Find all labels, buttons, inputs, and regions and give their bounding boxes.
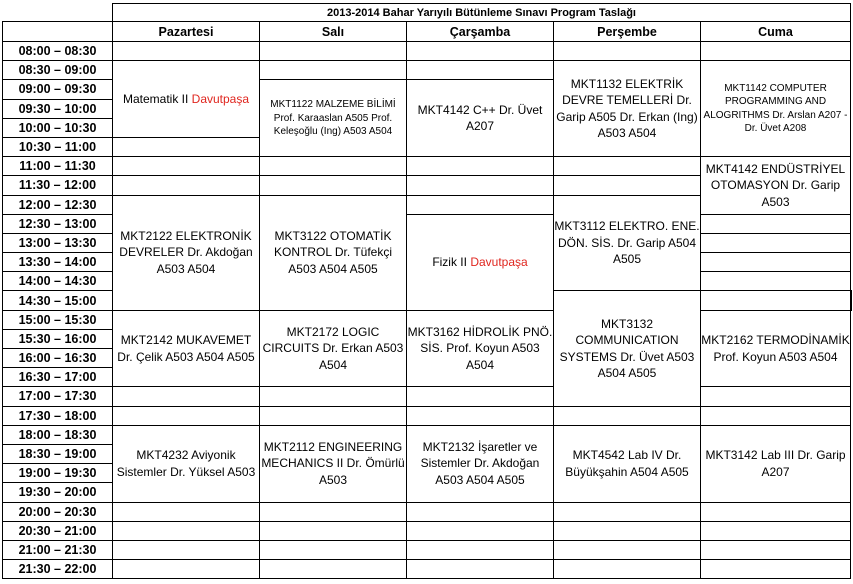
exam-text: MKT3122 OTOMATİK KONTROL Dr. Tüfekçi A503 A504 A505 bbox=[273, 228, 393, 276]
empty-slot-cell bbox=[260, 387, 407, 406]
time-slot-label: 20:00 – 20:30 bbox=[3, 502, 113, 521]
time-slot-label: 12:30 – 13:00 bbox=[3, 214, 113, 233]
empty-slot-cell bbox=[407, 176, 554, 195]
exam-cell-wednesday bbox=[554, 291, 701, 406]
empty-slot-cell bbox=[701, 272, 851, 291]
time-slot-row bbox=[3, 310, 852, 329]
empty-slot-cell bbox=[701, 560, 851, 579]
empty-slot-cell bbox=[701, 540, 851, 559]
time-slot-label: 17:00 – 17:30 bbox=[3, 387, 113, 406]
time-slot-label: 11:30 – 12:00 bbox=[3, 176, 113, 195]
empty-slot-cell bbox=[407, 540, 554, 559]
time-slot-label: 09:30 – 10:00 bbox=[3, 99, 113, 118]
day-header-monday: Pazartesi bbox=[113, 22, 260, 42]
exam-text: MKT2172 LOGIC CIRCUITS Dr. Erkan A503 A504 bbox=[262, 324, 404, 372]
time-slot-row bbox=[3, 406, 852, 425]
exam-cell-friday bbox=[701, 61, 851, 157]
exam-cell-tuesday bbox=[260, 425, 407, 502]
empty-slot-cell bbox=[701, 502, 851, 521]
time-slot-label: 09:00 – 09:30 bbox=[3, 80, 113, 99]
time-slot-label: 16:00 – 16:30 bbox=[3, 349, 113, 368]
empty-slot-cell bbox=[113, 560, 260, 579]
day-header-wednesday: Çarşamba bbox=[407, 22, 554, 42]
empty-slot-cell bbox=[260, 42, 407, 61]
exam-cell-wednesday bbox=[407, 425, 554, 502]
empty-slot-cell bbox=[701, 233, 851, 252]
exam-text: MKT3132 COMMUNICATION SYSTEMS Dr. Üvet A503 A504 A505 bbox=[559, 316, 695, 380]
corner-header-cell bbox=[3, 22, 113, 42]
exam-text: Matematik II bbox=[122, 91, 192, 106]
exam-text: MKT4232 Aviyonik Sistemler Dr. Yüksel A503 bbox=[116, 448, 256, 479]
time-slot-label: 15:30 – 16:00 bbox=[3, 329, 113, 348]
empty-slot-cell bbox=[554, 540, 701, 559]
empty-slot-cell bbox=[701, 214, 851, 233]
exam-cell-thursday bbox=[407, 310, 554, 387]
empty-slot-cell bbox=[113, 521, 260, 540]
empty-slot-cell bbox=[407, 42, 554, 61]
exam-text: MKT2112 ENGINEERING MECHANICS II Dr. Ömürlü A503 bbox=[261, 439, 405, 487]
exam-schedule-table bbox=[2, 3, 852, 579]
day-header-thursday: Perşembe bbox=[554, 22, 701, 42]
exam-cell-monday bbox=[113, 195, 260, 310]
empty-slot-cell bbox=[407, 387, 554, 406]
corner-cell bbox=[3, 4, 113, 22]
empty-slot-cell bbox=[407, 157, 554, 176]
exam-text: Fizik II bbox=[432, 254, 471, 269]
empty-slot-cell bbox=[113, 137, 260, 156]
empty-slot-cell bbox=[113, 406, 260, 425]
empty-slot-cell bbox=[260, 540, 407, 559]
day-header-friday: Cuma bbox=[701, 22, 851, 42]
exam-cell-monday bbox=[113, 310, 260, 387]
exam-cell-friday bbox=[701, 157, 851, 215]
exam-cell-thursday bbox=[554, 425, 701, 502]
exam-text: MKT4142 ENDÜSTRİYEL OTOMASYON Dr. Garip A503 bbox=[705, 161, 846, 209]
time-slot-label: 19:30 – 20:00 bbox=[3, 483, 113, 502]
time-slot-row bbox=[3, 560, 852, 579]
time-slot-row bbox=[3, 540, 852, 559]
exam-text: MKT2132 İşaretler ve Sistemler Dr. Akdoğan A503 A504 A505 bbox=[420, 439, 540, 487]
empty-slot-cell bbox=[554, 42, 701, 61]
schedule-title: 2013-2014 Bahar Yarıyılı Bütünleme Sınavı Program Taslağı bbox=[113, 4, 851, 22]
exam-text: MKT4142 C++ Dr. Üvet A207 bbox=[417, 102, 543, 134]
time-slot-label: 14:00 – 14:30 bbox=[3, 272, 113, 291]
exam-cell-thursday bbox=[554, 61, 701, 157]
exam-cell-friday bbox=[701, 310, 851, 387]
time-slot-row bbox=[3, 425, 852, 444]
time-slot-label: 17:30 – 18:00 bbox=[3, 406, 113, 425]
time-slot-label: 19:00 – 19:30 bbox=[3, 464, 113, 483]
exam-location: Davutpaşa bbox=[470, 254, 528, 269]
exam-cell-tuesday bbox=[260, 80, 407, 157]
empty-slot-cell bbox=[554, 502, 701, 521]
time-slot-label: 20:30 – 21:00 bbox=[3, 521, 113, 540]
time-slot-label: 14:30 – 15:00 bbox=[3, 291, 113, 310]
empty-slot-cell bbox=[701, 42, 851, 61]
time-slot-label: 21:30 – 22:00 bbox=[3, 560, 113, 579]
empty-slot-cell bbox=[554, 406, 701, 425]
time-slot-row bbox=[3, 157, 852, 176]
empty-slot-cell bbox=[851, 291, 852, 310]
exam-text: MKT1132 ELEKTRİK DEVRE TEMELLERİ Dr. Garip A505 Dr. Erkan (Ing) A503 A504 bbox=[556, 76, 698, 141]
time-slot-label: 13:30 – 14:00 bbox=[3, 253, 113, 272]
time-slot-label: 11:00 – 11:30 bbox=[3, 157, 113, 176]
empty-slot-cell bbox=[260, 61, 407, 80]
empty-slot-cell bbox=[260, 502, 407, 521]
empty-slot-cell bbox=[113, 157, 260, 176]
empty-slot-cell bbox=[701, 521, 851, 540]
exam-text: MKT1142 COMPUTER PROGRAMMING AND ALOGRITHMS Dr. Arslan A207 - Dr. Üvet A208 bbox=[703, 82, 848, 135]
empty-slot-cell bbox=[407, 195, 554, 214]
empty-slot-cell bbox=[260, 176, 407, 195]
exam-text: MKT3112 ELEKTRO. ENE. DÖN. SİS. Dr. Garip A504 A505 bbox=[554, 219, 700, 267]
empty-slot-cell bbox=[113, 176, 260, 195]
empty-slot-cell bbox=[113, 502, 260, 521]
time-slot-label: 18:00 – 18:30 bbox=[3, 425, 113, 444]
empty-slot-cell bbox=[260, 560, 407, 579]
empty-slot-cell bbox=[407, 502, 554, 521]
empty-slot-cell bbox=[113, 387, 260, 406]
empty-slot-cell bbox=[407, 521, 554, 540]
exam-text: MKT3162 HİDROLİK PNÖ. SİS. Prof. Koyun A503 A504 bbox=[407, 324, 553, 372]
exam-text: MKT2142 MUKAVEMET Dr. Çelik A503 A504 A505 bbox=[117, 333, 255, 364]
exam-cell-thursday bbox=[554, 195, 701, 291]
empty-slot-cell bbox=[407, 560, 554, 579]
empty-slot-cell bbox=[701, 291, 851, 310]
empty-slot-cell bbox=[113, 42, 260, 61]
time-slot-row bbox=[3, 42, 852, 61]
time-slot-row bbox=[3, 61, 852, 80]
time-slot-row bbox=[3, 502, 852, 521]
empty-slot-cell bbox=[113, 540, 260, 559]
time-slot-label: 13:00 – 13:30 bbox=[3, 233, 113, 252]
empty-slot-cell bbox=[554, 521, 701, 540]
exam-cell-wednesday bbox=[407, 80, 554, 157]
time-slot-label: 21:00 – 21:30 bbox=[3, 540, 113, 559]
time-slot-label: 15:00 – 15:30 bbox=[3, 310, 113, 329]
exam-cell-tuesday bbox=[260, 195, 407, 310]
exam-location: Davutpaşa bbox=[191, 91, 250, 106]
empty-slot-cell bbox=[407, 61, 554, 80]
empty-slot-cell bbox=[260, 406, 407, 425]
time-slot-row bbox=[3, 387, 852, 406]
empty-slot-cell bbox=[701, 253, 851, 272]
empty-slot-cell bbox=[260, 521, 407, 540]
empty-slot-cell bbox=[407, 406, 554, 425]
empty-slot-cell bbox=[554, 560, 701, 579]
time-slot-label: 18:30 – 19:00 bbox=[3, 444, 113, 463]
time-slot-label: 12:00 – 12:30 bbox=[3, 195, 113, 214]
time-slot-label: 08:00 – 08:30 bbox=[3, 42, 113, 61]
exam-cell-friday bbox=[701, 425, 851, 502]
exam-text: MKT2122 ELEKTRONİK DEVRELER Dr. Akdoğan A503 A504 bbox=[119, 228, 253, 276]
empty-slot-cell bbox=[260, 157, 407, 176]
exam-cell-monday bbox=[113, 425, 260, 502]
exam-cell-monday bbox=[113, 61, 260, 138]
time-slot-label: 16:30 – 17:00 bbox=[3, 368, 113, 387]
time-slot-label: 10:00 – 10:30 bbox=[3, 118, 113, 137]
empty-slot-cell bbox=[554, 176, 701, 195]
exam-text: MKT4542 Lab IV Dr. Büyükşahin A504 A505 bbox=[565, 448, 689, 479]
exam-text: MKT1122 MALZEME BİLİMİ Prof. Karaaslan A505 Prof. Keleşoğlu (Ing) A503 A504 bbox=[270, 99, 396, 137]
exam-text: MKT2162 TERMODİNAMİK Prof. Koyun A503 A504 bbox=[701, 333, 850, 364]
exam-cell-tuesday bbox=[260, 310, 407, 387]
empty-slot-cell bbox=[701, 406, 851, 425]
time-slot-label: 08:30 – 09:00 bbox=[3, 61, 113, 80]
empty-slot-cell bbox=[554, 157, 701, 176]
exam-cell-wednesday bbox=[407, 214, 554, 310]
time-slot-row bbox=[3, 521, 852, 540]
empty-slot-cell bbox=[701, 387, 851, 406]
time-slot-label: 10:30 – 11:00 bbox=[3, 137, 113, 156]
day-header-tuesday: Salı bbox=[260, 22, 407, 42]
exam-text: MKT3142 Lab III Dr. Garip A207 bbox=[705, 448, 846, 479]
